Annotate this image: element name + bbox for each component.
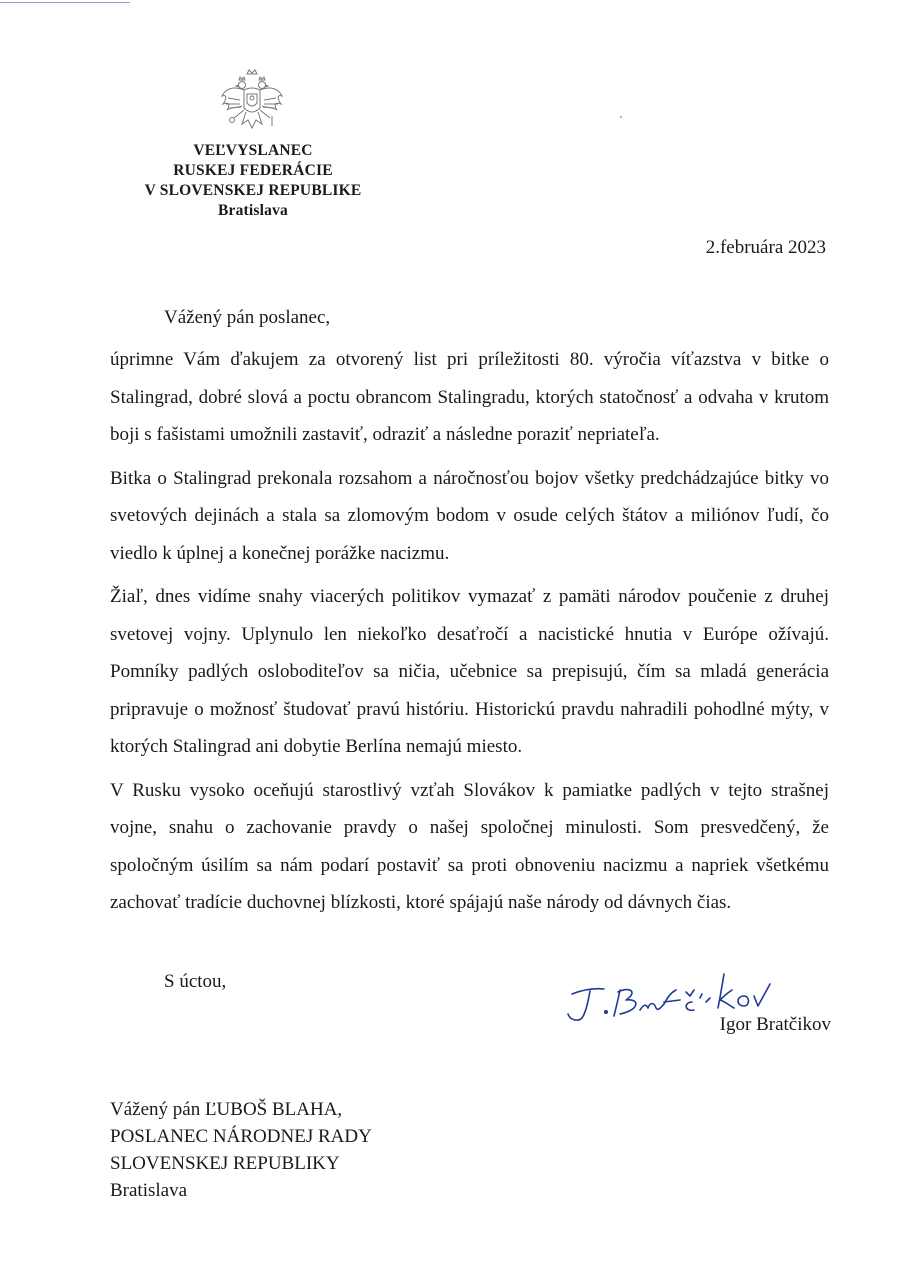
letter-date: 2.februára 2023	[705, 237, 826, 258]
letterhead-line: RUSKEJ FEDERÁCIE	[173, 162, 333, 179]
addressee-city: Bratislava	[110, 1180, 188, 1201]
closing: S úctou,	[164, 971, 227, 992]
scan-speck	[620, 116, 622, 118]
body-paragraph: Žiaľ, dnes vidíme snahy viacerých politikov vymazať z pamäti národov poučenie z druhej svetovej vojny. Uplynulo len niekoľko desaťročí a nacistické hnutia v Európe ožívajú. Pomníky padlých osloboditeľov sa ničia, učebnice sa prepisujú, čím sa mladá generácia pripravuje o možnosť študovať pravú históriu. Historickú pravdu nahradili pohodlné mýty, v ktorých Stalingrad ani dobytie Berlína nemajú miesto.	[110, 586, 829, 757]
body-paragraph: V Rusku vysoko oceňujú starostlivý vzťah Slovákov k pamiatke padlých v tejto strašnej vojne, snahu o zachovanie pravdy o našej spoločnej minulosti. Som presvedčený, že spoločným úsilím sa nám podarí postaviť sa proti obnoveniu nacizmu a napriek všetkému zachovať tradície duchovnej blízkosti, ktoré spájajú naše národy od dávnych čias.	[110, 779, 829, 913]
addressee-line: Vážený pán ĽUBOŠ BLAHA,	[110, 1099, 343, 1120]
addressee-line: POSLANEC NÁRODNEJ RADY	[110, 1126, 372, 1147]
signer-name: Igor Bratčikov	[719, 1014, 831, 1035]
letterhead	[120, 141, 386, 221]
body-paragraph: úprimne Vám ďakujem za otvorený list pri príležitosti 80. výročia víťazstva v bitke o Stalingrad, dobré slová a poctu obrancom Stalingradu, ktorých statočnosť a odvaha v krutom boji s fašistami umožnili zastaviť, odraziť a následne poraziť nepriateľa.	[110, 349, 829, 445]
letterhead-city: Bratislava	[217, 202, 289, 219]
salutation: Vážený pán poslanec,	[164, 307, 331, 328]
letterhead-line: V SLOVENSKEJ REPUBLIKE	[144, 182, 362, 199]
body-paragraph: Bitka o Stalingrad prekonala rozsahom a náročnosťou bojov všetky predchádzajúce bitky vo svetových dejinách a stala sa zlomovým bodom v osude celých štátov a miliónov ľudí, čo viedlo k úplnej a konečnej porážke nacizmu.	[110, 467, 829, 564]
double-headed-eagle-icon	[220, 68, 284, 134]
scan-edge-line	[0, 2, 130, 3]
letterhead-line: VEĽVYSLANEC	[193, 142, 313, 159]
addressee-block	[110, 1096, 372, 1204]
addressee-line: SLOVENSKEJ REPUBLIKY	[110, 1153, 340, 1174]
letter-body	[110, 341, 829, 928]
